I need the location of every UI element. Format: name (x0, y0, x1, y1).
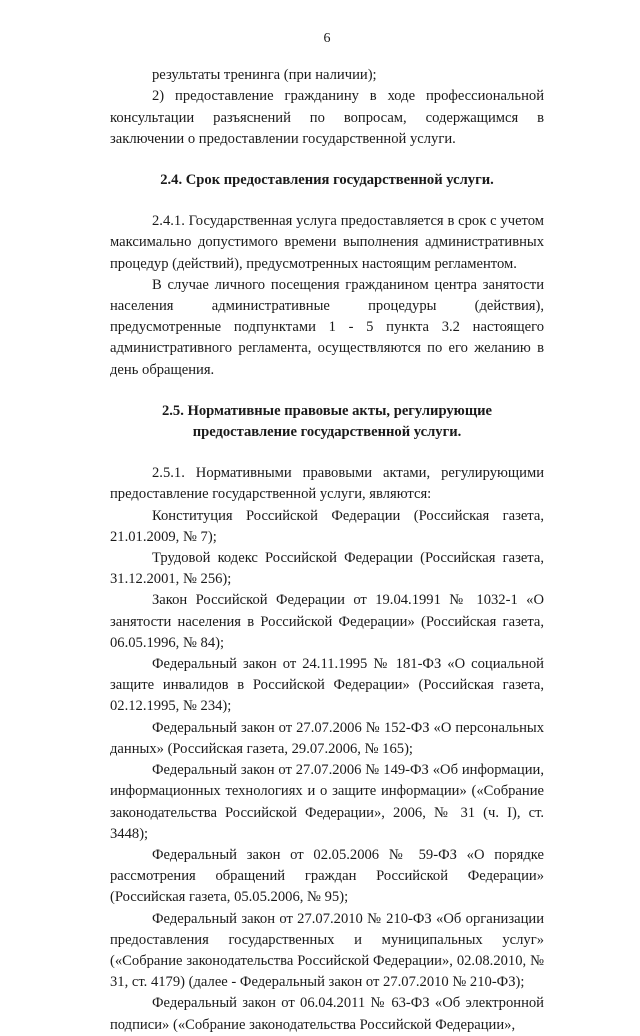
law-item-59-fz: Федеральный закон от 02.05.2006 № 59-ФЗ «О порядке рассмотрения обращений граждан Российской Федерации» (Российская газета, 05.05.2006, № 95); (110, 846, 544, 906)
paragraph-training-results: результаты тренинга (при наличии); (152, 67, 377, 84)
paragraph-consultation: 2) предоставление гражданину в ходе профессиональной консультации разъяснений по вопросам, содержащимся в заключении о предоставлении государственной услуги. (110, 88, 544, 147)
paragraph-2-4-1: 2.4.1. Государственная услуга предоставляется в срок с учетом максимально допустимого времени выполнения административных процедур (действий), предусмотренных настоящим регламентом. (110, 213, 544, 272)
paragraph-2-5-1: 2.5.1. Нормативными правовыми актами, регулирующими предоставление государственной услуги, являются: (110, 465, 544, 503)
law-item-152-fz: Федеральный закон от 27.07.2006 № 152-ФЗ «О персональных данных» (Российская газета, 29.07.2006, № 165); (110, 719, 544, 757)
section-heading-2-4: 2.4. Срок предоставления государственной услуги. (160, 172, 494, 189)
law-item-constitution: Конституция Российской Федерации (Российская газета, 21.01.2009, № 7); (110, 507, 544, 545)
law-item-labor-code: Трудовой кодекс Российской Федерации (Российская газета, 31.12.2001, № 256); (110, 550, 544, 588)
law-item-employment-law: Закон Российской Федерации от 19.04.1991 № 1032-1 «О занятости населения в Российской Федерации» (Российская газета, 06.05.1996, № 84); (110, 592, 544, 651)
law-item-63-fz: Федеральный закон от 06.04.2011 № 63-ФЗ «Об электронной подписи» («Собрание законодательства Российской Федерации», (110, 995, 544, 1033)
law-item-210-fz: Федеральный закон от 27.07.2010 № 210-ФЗ «Об организации предоставления государственных и муниципальных услуг» («Собрание законодательства Российской Федерации», 02.08.2010, № 31, ст. 4179) (далее - Федеральный закон от 27.07.2010 № 210-ФЗ); (110, 910, 544, 991)
law-item-181-fz: Федеральный закон от 24.11.1995 № 181-ФЗ «О социальной защите инвалидов в Российской Федерации» (Российская газета, 02.12.1995, № 234); (110, 656, 544, 715)
law-item-149-fz: Федеральный закон от 27.07.2006 № 149-ФЗ «Об информации, информационных технологиях и о защите информации» («Собрание законодательства Российской Федерации», 2006, № 31 (ч. I), ст. 3448); (110, 762, 544, 842)
section-heading-2-5: 2.5. Нормативные правовые акты, регулирующие предоставление государственной услуги. (161, 402, 493, 441)
page-number: 6 (323, 31, 331, 46)
paragraph-personal-visit: В случае личного посещения гражданином центра занятости населения административные процедуры (действия), предусмотренные подпунктами 1 - 5 пункта 3.2 настоящего административного регламента, осуществляются по его желанию в день обращения. (110, 276, 544, 378)
